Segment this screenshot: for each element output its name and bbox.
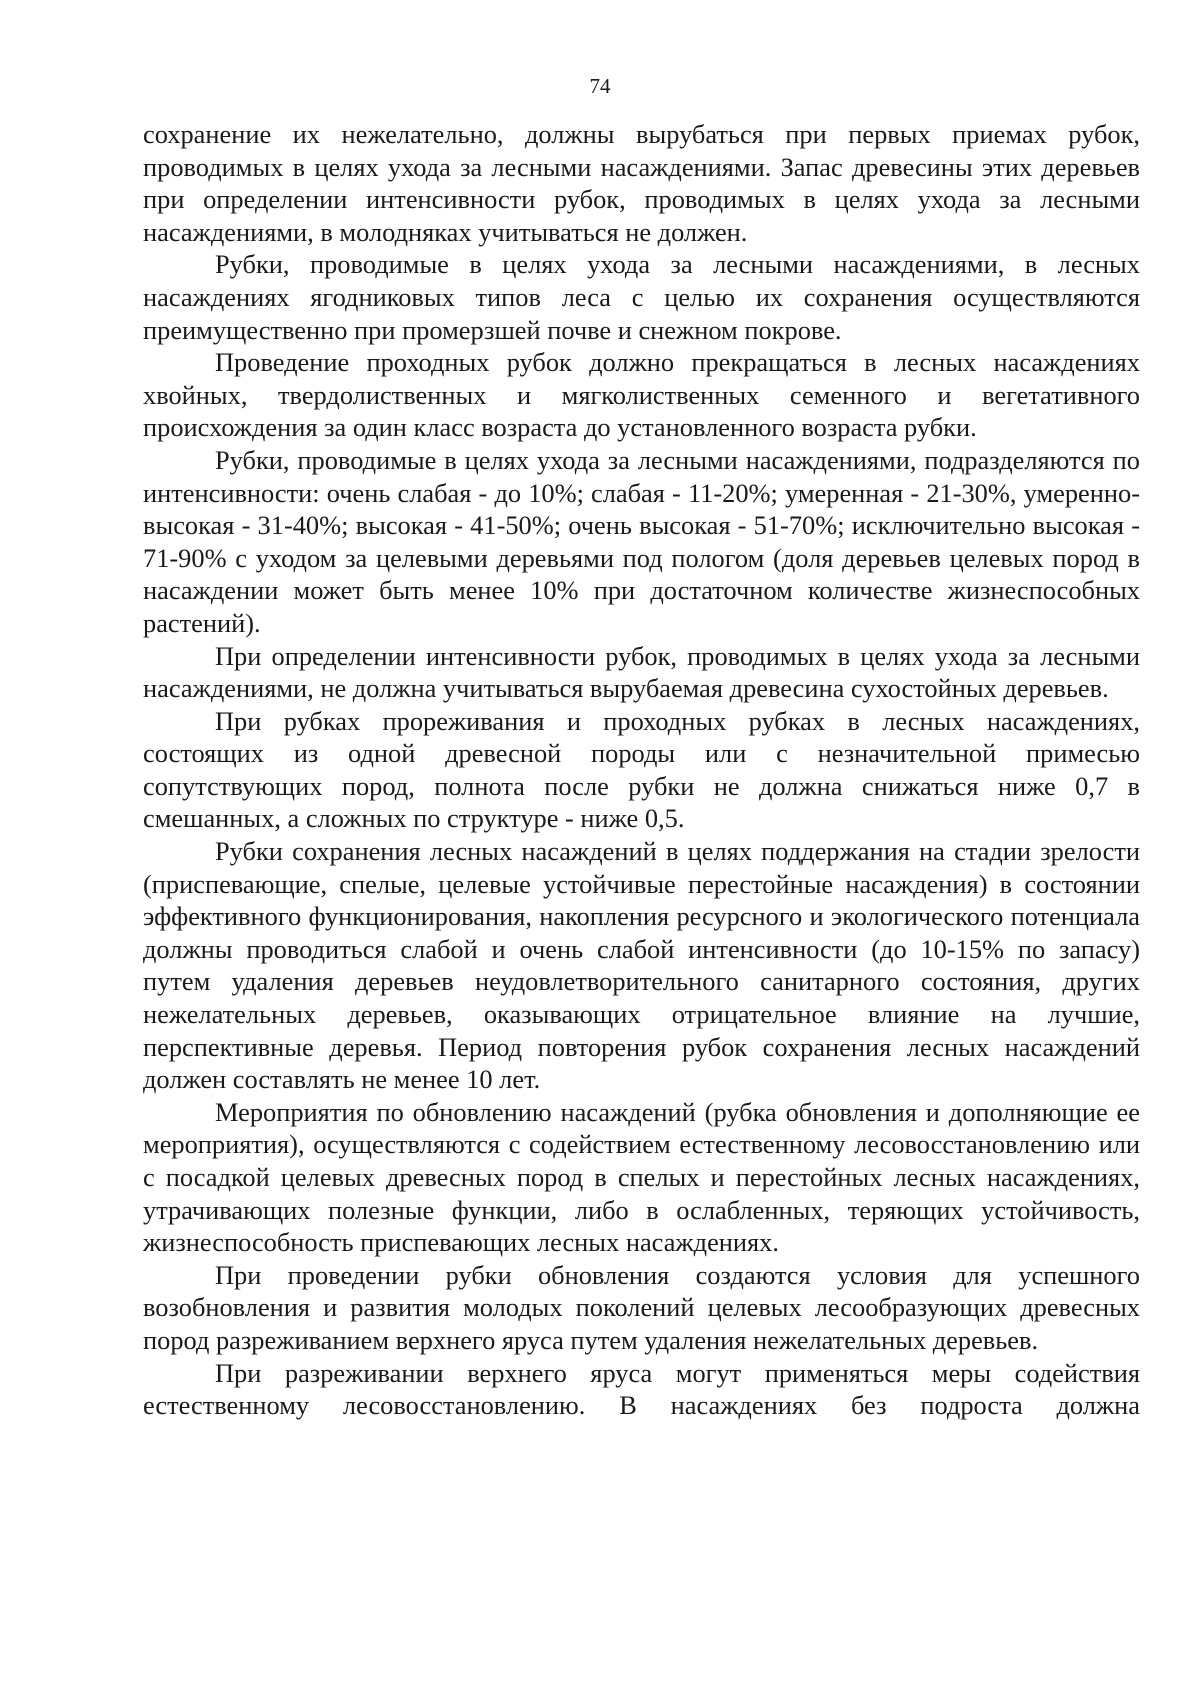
paragraph-8: Мероприятия по обновлению насаждений (рубка обновления и дополняющие ее мероприятия), осуществляются с содействием естественному лесовосстановлению или с посадкой целевых древесных пород в спелых и перестойных лесных насаждениях, утрачивающих полезные функции, либо в ослабленных, теряющих устойчивость, жизнеспособность приспевающих лесных насаждениях.: [143, 1096, 1140, 1258]
paragraph-3: Проведение проходных рубок должно прекращаться в лесных насаждениях хвойных, твердолиственных и мягколиственных семенного и вегетативного происхождения за один класс возраста до установленного возраста рубки.: [143, 347, 1140, 443]
paragraph-4: Рубки, проводимые в целях ухода за лесными насаждениями, подразделяются по интенсивности: очень слабая - до 10%; слабая - 11-20%; умеренная - 21-30%, умеренно-высокая - 31-40%; высокая - 41-50%; очень высокая - 51-70%; исключительно высокая - 71-90% с уходом за целевыми деревьями под пологом (доля деревьев целевых пород в насаждении может быть менее 10% при достаточном количестве жизнеспособных растений).: [143, 444, 1140, 638]
page-number: 74: [589, 74, 611, 98]
paragraph-1: сохранение их нежелательно, должны вырубаться при первых приемах рубок, проводимых в целях ухода за лесными насаждениями. Запас древесины этих деревьев при определении интенсивности рубок, проводимых в целях ухода за лесными насаждениями, в молодняках учитываться не должен.: [143, 119, 1140, 247]
paragraph-7: Рубки сохранения лесных насаждений в целях поддержания на стадии зрелости (приспевающие, спелые, целевые устойчивые перестойные насаждения) в состоянии эффективного функционирования, накопления ресурсного и экологического потенциала должны проводиться слабой и очень слабой интенсивности (до 10-15% по запасу) путем удаления деревьев неудовлетворительного санитарного состояния, других нежелательных деревьев, оказывающих отрицательное влияние на лучшие, перспективные деревья. Период повторения рубок сохранения лесных насаждений должен составлять не менее 10 лет.: [143, 836, 1140, 1095]
paragraph-9: При проведении рубки обновления создаются условия для успешного возобновления и развития молодых поколений целевых лесообразующих древесных пород разреживанием верхнего яруса путем удаления нежелательных деревьев.: [143, 1259, 1140, 1355]
paragraph-2: Рубки, проводимые в целях ухода за лесными насаждениями, в лесных насаждениях ягодниковых типов леса с целью их сохранения осуществляются преимущественно при промерзшей почве и снежном покрове.: [143, 249, 1140, 345]
paragraph-5: При определении интенсивности рубок, проводимых в целях ухода за лесными насаждениями, не должна учитываться вырубаемая древесина сухостойных деревьев.: [143, 640, 1140, 704]
document-body: [143, 118, 1140, 1422]
paragraph-10: При разреживании верхнего яруса могут применяться меры содействия естественному лесовосстановлению. В насаждениях без подроста должна: [143, 1357, 1140, 1421]
paragraph-6: При рубках прореживания и проходных рубках в лесных насаждениях, состоящих из одной древесной породы или с незначительной примесью сопутствующих пород, полнота после рубки не должна снижаться ниже 0,7 в смешанных, а сложных по структуре - ниже 0,5.: [143, 705, 1140, 834]
